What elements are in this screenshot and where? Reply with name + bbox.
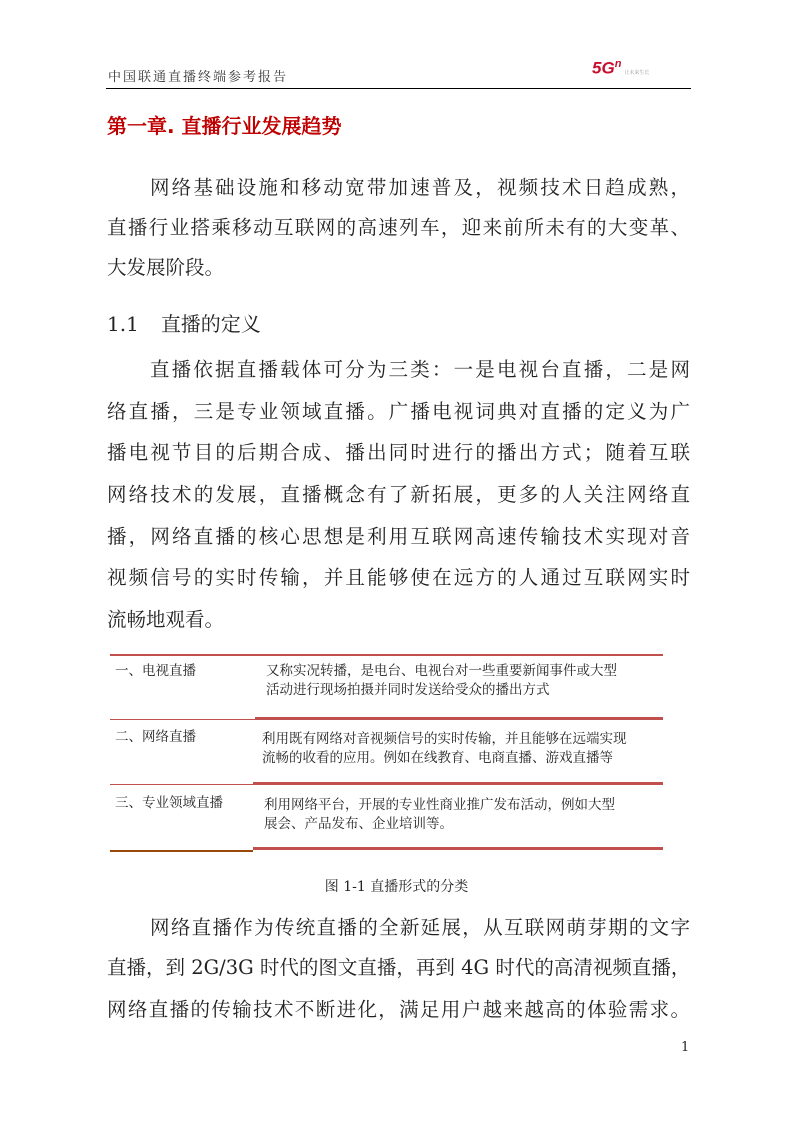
table-rule bbox=[110, 784, 253, 785]
figure-caption: 图 1-1 直播形式的分类 bbox=[324, 879, 469, 895]
paragraph-line: 大发展阶段。 bbox=[107, 256, 225, 279]
paragraph-line: 视频信号的实时传输，并且能够使在远方的人通过互联网实时 bbox=[107, 566, 690, 589]
chapter-title: 第一章. 直播行业发展趋势 bbox=[107, 114, 342, 138]
row-label: 二、网络直播 bbox=[115, 729, 196, 745]
paragraph-line: 络直播，三是专业领域直播。广播电视词典对直播的定义为广 bbox=[107, 400, 690, 423]
table-rule bbox=[253, 782, 663, 785]
page-number: 1 bbox=[681, 1040, 690, 1055]
paragraph-line: 网络直播的传输技术不断进化，满足用户越来越高的体验需求。 bbox=[107, 998, 690, 1021]
paragraph-line: 网络基础设施和移动宽带加速普及，视频技术日趋成熟， bbox=[150, 176, 690, 199]
table-rule bbox=[110, 850, 253, 852]
paragraph-line: 直播行业搭乘移动互联网的高速列车，迎来前所未有的大变革、 bbox=[107, 216, 690, 239]
row-desc: 又称实况转播，是电台、电视台对一些重要新闻事件或大型 活动进行现场拍摄并同时发送给受众的播出方式 bbox=[266, 663, 617, 698]
row-label: 一、电视直播 bbox=[115, 663, 196, 679]
paragraph-line: 网络技术的发展，直播概念有了新拓展，更多的人关注网络直 bbox=[107, 483, 690, 506]
table-rule bbox=[255, 717, 663, 720]
logo-5gn: $5G^n$让未来生长 bbox=[592, 58, 650, 78]
row-desc: 利用既有网络对音视频信号的实时传输，并且能够在远端实现 流畅的收看的应用。例如在线教育、电商直播、游戏直播等 bbox=[262, 731, 627, 766]
row-desc: 利用网络平台，开展的专业性商业推广发布活动，例如大型 展会、产品发布、企业培训等。 bbox=[264, 797, 615, 832]
paragraph-line: 流畅地观看。 bbox=[107, 608, 225, 631]
row-label: 三、专业领域直播 bbox=[115, 795, 223, 811]
paragraph-line: 直播，到 2G/3G 时代的图文直播，再到 4G 时代的高清视频直播， bbox=[107, 956, 691, 979]
paragraph-line: 直播依据直播载体可分为三类：一是电视台直播，二是网 bbox=[150, 358, 690, 381]
table-rule bbox=[253, 847, 663, 850]
running-header: 中国联通直播终端参考报告 bbox=[108, 70, 289, 85]
table-rule bbox=[110, 654, 663, 656]
table-rule bbox=[110, 719, 255, 720]
paragraph-line: 网络直播作为传统直播的全新延展，从互联网萌芽期的文字 bbox=[150, 916, 690, 939]
paragraph-line: 播电视节目的后期合成、播出同时进行的播出方式；随着互联 bbox=[107, 441, 690, 464]
header-rule bbox=[106, 88, 691, 89]
section-heading: 1.1 直播的定义 bbox=[107, 312, 261, 336]
paragraph-line: 播，网络直播的核心思想是利用互联网高速传输技术实现对音 bbox=[107, 525, 690, 548]
